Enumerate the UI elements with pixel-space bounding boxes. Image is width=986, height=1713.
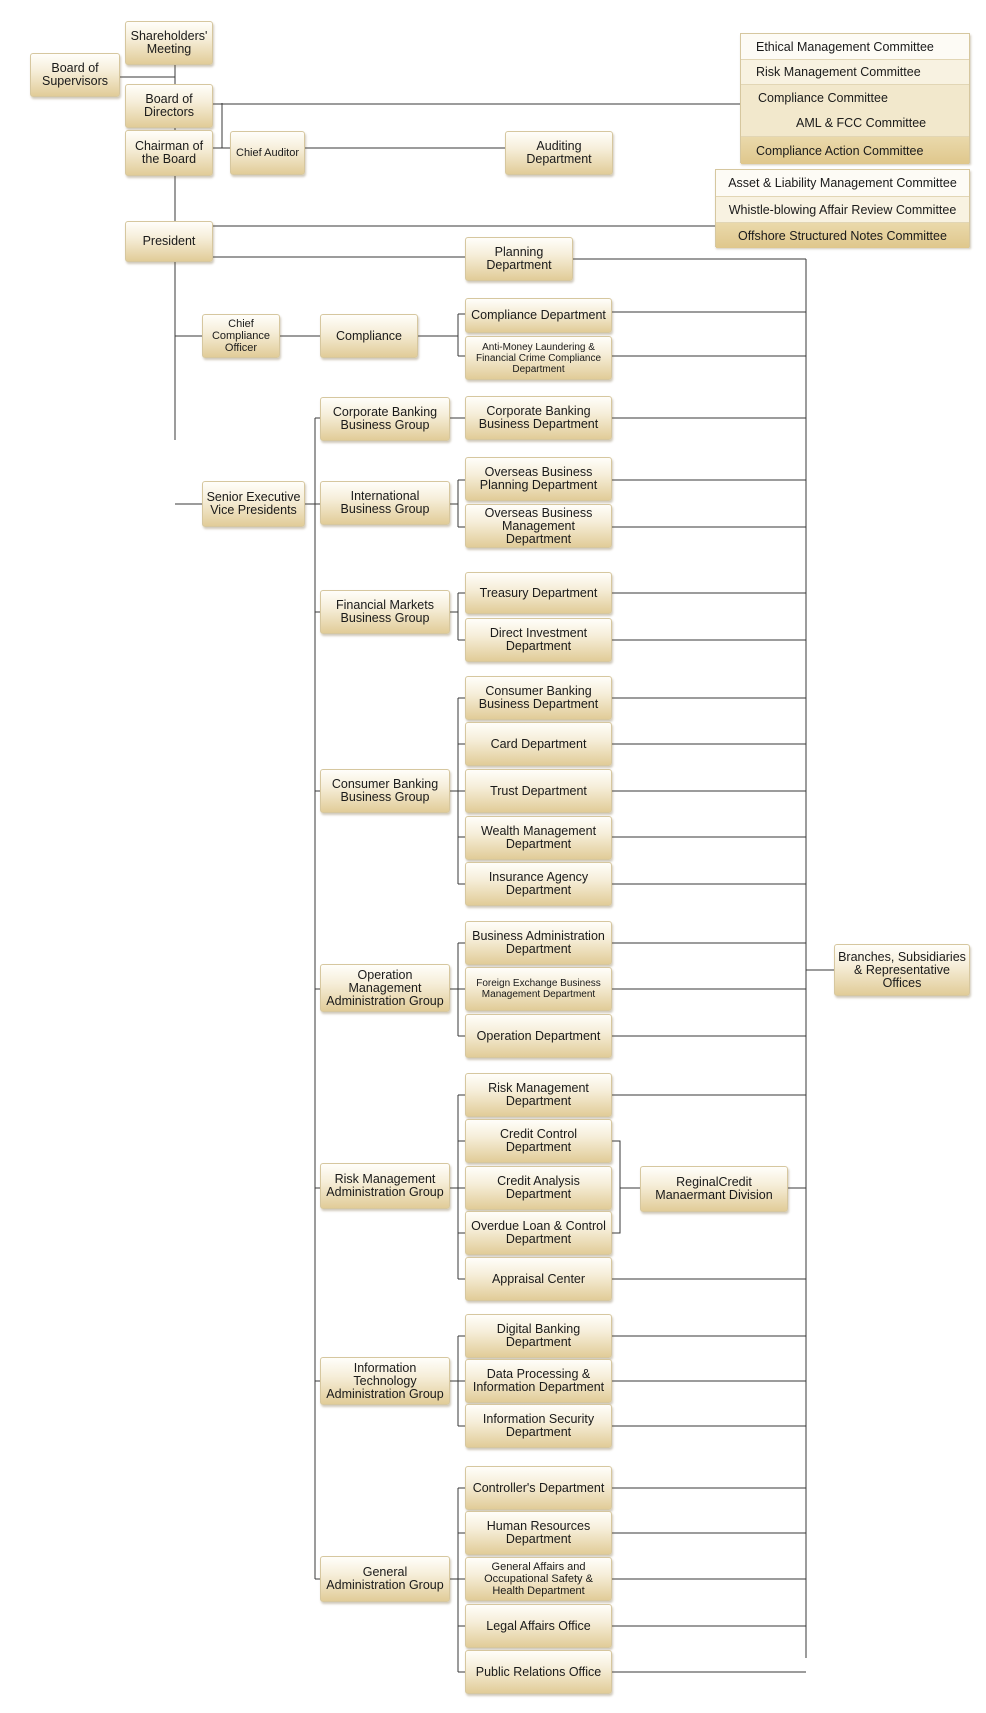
international-business-group-box[interactable]: International Business Group — [320, 481, 450, 525]
president-box[interactable] — [125, 221, 213, 262]
consumer-banking-department-box[interactable]: Consumer Banking Business Department — [465, 676, 612, 720]
ethical-management-committee[interactable]: Ethical Management Committee — [741, 34, 969, 59]
chief-compliance-officer-label: Chief Compliance Officer — [211, 318, 271, 354]
compliance-department-box[interactable] — [465, 298, 612, 333]
aml-fcc-department-label: Anti-Money Laundering & Financial Crime Compliance Department — [475, 341, 602, 375]
alm-committee[interactable]: Asset & Liability Management Committee — [716, 170, 969, 196]
direct-investment-department-box[interactable]: Direct Investment Department — [465, 618, 612, 662]
compliance-box[interactable] — [320, 314, 418, 358]
regional-credit-division-box[interactable]: ReginalCredit Manaermant Division — [640, 1166, 788, 1212]
senior-executive-vice-presidents-box[interactable] — [202, 481, 305, 527]
operation-management-group-box[interactable]: Operation Management Administration Group — [320, 964, 450, 1012]
chief-auditor-label: Chief Auditor — [236, 147, 299, 159]
auditing-department-box[interactable] — [505, 131, 613, 175]
chief-compliance-officer-box[interactable] — [202, 314, 280, 358]
chairman-box[interactable] — [125, 130, 213, 176]
credit-analysis-department-box[interactable]: Credit Analysis Department — [465, 1166, 612, 1210]
president-committees-panel — [715, 169, 970, 247]
board-of-directors-label: Board of Directors — [143, 92, 194, 119]
corporate-banking-group-box[interactable]: Corporate Banking Business Group — [320, 397, 450, 441]
sevp-label: Senior Executive Vice Presidents — [206, 490, 301, 517]
aml-fcc-department-box[interactable] — [465, 336, 612, 380]
general-affairs-department-box[interactable]: General Affairs and Occupational Safety & Health Department — [465, 1557, 612, 1601]
auditing-department-label: Auditing Department — [526, 139, 592, 166]
compliance-label: Compliance — [335, 328, 402, 343]
board-of-supervisors-box[interactable] — [30, 53, 120, 97]
board-committees-panel — [740, 33, 970, 163]
overseas-business-management-box[interactable]: Overseas Business Management Department — [465, 504, 612, 548]
insurance-agency-department-box[interactable]: Insurance Agency Department — [465, 862, 612, 906]
general-administration-group-box[interactable]: General Administration Group — [320, 1556, 450, 1602]
card-department-box[interactable]: Card Department — [465, 722, 612, 766]
public-relations-office-box[interactable]: Public Relations Office — [465, 1650, 612, 1694]
it-administration-group-box[interactable]: Information Technology Administration Group — [320, 1357, 450, 1405]
information-security-department-box[interactable]: Information Security Department — [465, 1404, 612, 1448]
board-of-supervisors-label: Board of Supervisors — [42, 61, 108, 88]
compliance-committee[interactable]: Compliance Committee — [741, 84, 969, 110]
whistle-blowing-committee[interactable]: Whistle-blowing Affair Review Committee — [716, 196, 969, 222]
human-resources-department-box[interactable]: Human Resources Department — [465, 1511, 612, 1555]
appraisal-center-box[interactable]: Appraisal Center — [465, 1257, 612, 1301]
wealth-management-department-box[interactable]: Wealth Management Department — [465, 816, 612, 860]
overdue-loan-department-box[interactable]: Overdue Loan & Control Department — [465, 1211, 612, 1255]
trust-department-box[interactable]: Trust Department — [465, 769, 612, 813]
president-label: President — [142, 234, 196, 248]
chairman-label: Chairman of the Board — [134, 139, 204, 166]
legal-affairs-office-box[interactable]: Legal Affairs Office — [465, 1604, 612, 1648]
chief-auditor-box[interactable] — [230, 131, 305, 175]
compliance-department-label: Compliance Department — [471, 308, 606, 322]
risk-management-department-box[interactable]: Risk Management Department — [465, 1073, 612, 1117]
credit-control-department-box[interactable]: Credit Control Department — [465, 1119, 612, 1163]
data-processing-department-box[interactable]: Data Processing & Information Department — [465, 1359, 612, 1403]
operation-department-box[interactable]: Operation Department — [465, 1014, 612, 1058]
shareholders-meeting-box[interactable] — [125, 21, 213, 65]
compliance-action-committee[interactable]: Compliance Action Committee — [741, 136, 969, 164]
treasury-department-box[interactable]: Treasury Department — [465, 572, 612, 614]
planning-department-label: Planning Department — [486, 245, 552, 272]
overseas-business-planning-box[interactable]: Overseas Business Planning Department — [465, 457, 612, 501]
consumer-banking-group-box[interactable]: Consumer Banking Business Group — [320, 769, 450, 813]
risk-management-group-box[interactable]: Risk Management Administration Group — [320, 1163, 450, 1209]
aml-fcc-committee[interactable]: AML & FCC Committee — [741, 110, 969, 136]
shareholders-meeting-label: Shareholders' Meeting — [130, 29, 208, 56]
planning-department-box[interactable] — [465, 237, 573, 281]
offshore-structured-notes-committee[interactable]: Offshore Structured Notes Committee — [716, 222, 969, 248]
risk-management-committee[interactable]: Risk Management Committee — [741, 59, 969, 84]
board-of-directors-box[interactable] — [125, 84, 213, 128]
controllers-department-box[interactable]: Controller's Department — [465, 1466, 612, 1510]
branches-subsidiaries-box[interactable]: Branches, Subsidiaries & Representative Offices — [834, 944, 970, 996]
foreign-exchange-department-box[interactable]: Foreign Exchange Business Management Department — [465, 967, 612, 1011]
business-administration-department-box[interactable]: Business Administration Department — [465, 921, 612, 965]
financial-markets-group-box[interactable]: Financial Markets Business Group — [320, 590, 450, 634]
corporate-banking-department-box[interactable]: Corporate Banking Business Department — [465, 396, 612, 440]
digital-banking-department-box[interactable]: Digital Banking Department — [465, 1314, 612, 1358]
